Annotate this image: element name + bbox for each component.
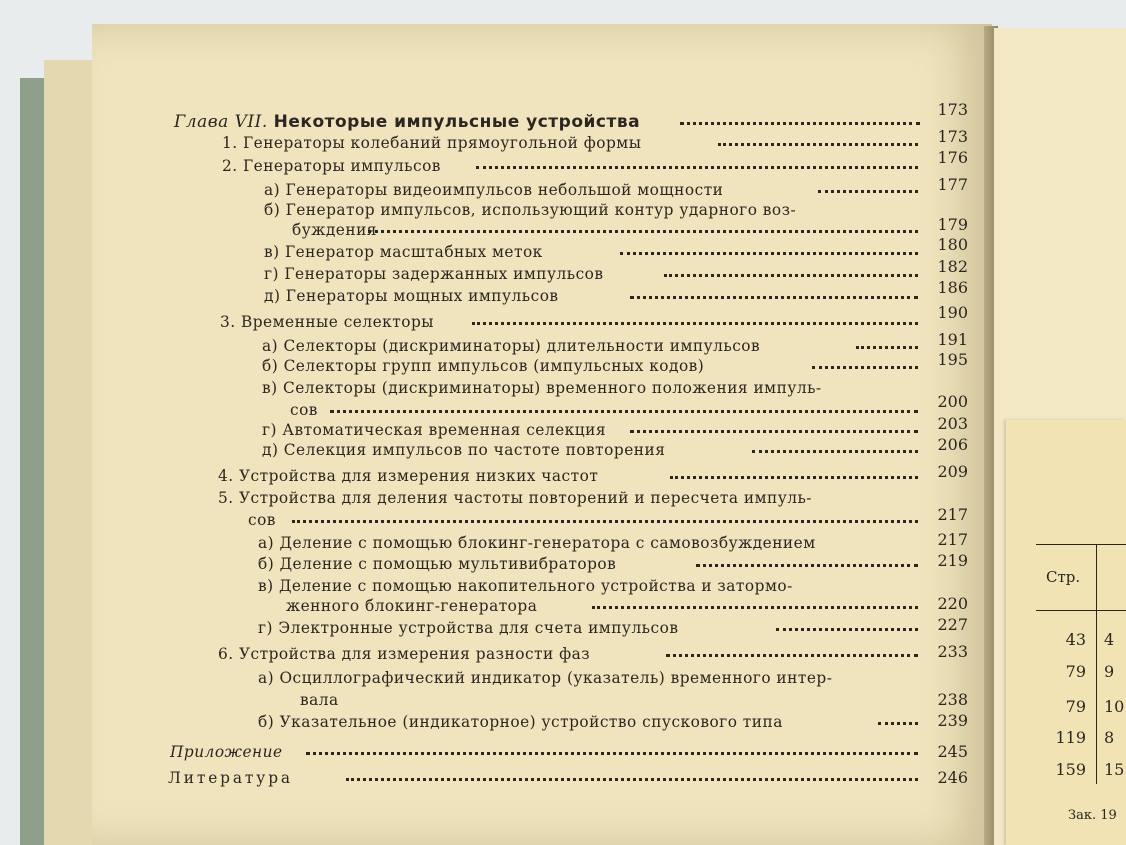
dot-leader	[330, 408, 918, 413]
chapter-heading	[174, 112, 640, 132]
chapter-title: Некоторые импульсные устройства	[273, 112, 641, 132]
toc-entry: женного блокинг-генератора	[286, 596, 538, 615]
page-number: 206	[937, 435, 968, 454]
toc-entry: 6. Устройства для измерения разности фаз	[218, 644, 591, 663]
toc-entry: д) Селекция импульсов по частоте повторения	[262, 440, 666, 459]
dot-leader	[472, 320, 918, 325]
page-number: 227	[937, 615, 968, 634]
dot-leader	[630, 428, 918, 433]
toc-entry-appendix: Приложение	[170, 742, 283, 761]
toc-entry: г) Электронные устройства для счета импульсов	[258, 618, 679, 637]
toc-entry: а) Деление с помощью блокинг-генератора с самовозбуждением	[258, 533, 816, 552]
insert-page-number: 43	[1065, 630, 1086, 649]
dot-leader	[776, 626, 918, 631]
toc-entry: б) Генератор импульсов, использующий контур ударного воз-	[264, 200, 797, 219]
page-number: 191	[937, 330, 968, 349]
toc-entry: 1. Генераторы колебаний прямоугольной формы	[222, 133, 642, 152]
page-number: 233	[937, 642, 968, 661]
page-number: 217	[937, 505, 968, 524]
toc-entry: в) Селекторы (дискриминаторы) временного положения импуль-	[262, 378, 822, 397]
page-number: 238	[937, 690, 968, 709]
page-number: 177	[937, 175, 968, 194]
toc-entry: сов	[248, 510, 276, 529]
insert-header: Стр.	[1046, 568, 1081, 586]
toc-entry: г) Автоматическая временная селекция	[262, 420, 607, 439]
dot-leader	[752, 448, 918, 453]
dot-leader	[812, 364, 918, 369]
dot-leader	[666, 652, 918, 657]
dot-leader	[368, 228, 918, 233]
page-number: 246	[937, 768, 968, 787]
page-number: 176	[937, 148, 968, 167]
page-number: 217	[937, 530, 968, 549]
page-number: 173	[937, 100, 968, 119]
dot-leader	[630, 294, 918, 299]
insert-page-number: 79	[1065, 697, 1086, 716]
toc-entry: буждения	[292, 220, 377, 239]
page-number: 239	[937, 711, 968, 730]
insert-value: 8	[1104, 728, 1115, 747]
page-number: 190	[937, 303, 968, 322]
toc-entry: в) Деление с помощью накопительного устройства и затормо-	[258, 576, 793, 595]
insert-page-number: 119	[1055, 728, 1086, 747]
page-number: 203	[937, 414, 968, 433]
page-number: 220	[937, 594, 968, 613]
toc-entry: 4. Устройства для измерения низких частот	[218, 466, 599, 485]
insert-footer: Зак. 19	[1068, 808, 1117, 823]
dot-leader	[476, 164, 918, 169]
toc-entry: сов	[290, 400, 318, 419]
insert-value: 9	[1104, 662, 1115, 681]
page-number: 195	[937, 350, 968, 369]
dot-leader	[346, 776, 918, 781]
page-number: 179	[937, 215, 968, 234]
toc-entry: г) Генераторы задержанных импульсов	[264, 264, 604, 283]
dot-leader	[718, 141, 918, 146]
insert-value: 4	[1104, 630, 1115, 649]
toc-entry: 3. Временные селекторы	[220, 312, 434, 331]
page-number: 186	[937, 278, 968, 297]
toc-entry: д) Генераторы мощных импульсов	[264, 286, 559, 305]
dot-leader	[696, 562, 918, 567]
toc-entry: б) Деление с помощью мультивибраторов	[258, 554, 617, 573]
dot-leader	[856, 344, 918, 349]
dot-leader	[292, 518, 918, 523]
dot-leader	[680, 120, 920, 125]
page-number: 219	[937, 551, 968, 570]
chapter-label: Глава VII.	[174, 112, 268, 132]
page-number: 209	[937, 462, 968, 481]
dot-leader	[878, 720, 918, 725]
toc-entry: вала	[300, 690, 339, 709]
insert-value: 10	[1104, 697, 1125, 716]
toc-entry: 2. Генераторы импульсов	[222, 156, 441, 175]
toc-entry: а) Осциллографический индикатор (указатель) временного интер-	[258, 668, 833, 687]
dot-leader	[592, 604, 918, 609]
dot-leader	[664, 272, 918, 277]
page-number: 182	[937, 257, 968, 276]
dot-leader	[620, 250, 918, 255]
dot-leader	[670, 474, 918, 479]
dot-leader	[306, 750, 918, 755]
insert-page-number: 159	[1055, 760, 1086, 779]
toc-entry-literature: Литература	[168, 768, 293, 787]
toc-entry: а) Селекторы (дискриминаторы) длительности импульсов	[262, 336, 761, 355]
dot-leader	[818, 188, 918, 193]
toc-entry: б) Селекторы групп импульсов (импульсных кодов)	[262, 356, 705, 375]
insert-page-number: 79	[1065, 662, 1086, 681]
insert-value: 15	[1104, 760, 1125, 779]
page-number: 180	[937, 235, 968, 254]
toc-entry: а) Генераторы видеоимпульсов небольшой мощности	[264, 180, 724, 199]
page-number: 200	[937, 392, 968, 411]
page-number: 245	[937, 742, 968, 761]
toc-entry: 5. Устройства для деления частоты повторений и пересчета импуль-	[218, 488, 812, 507]
toc-entry: б) Указательное (индикаторное) устройство спускового типа	[258, 712, 783, 731]
toc-entry: в) Генератор масштабных меток	[264, 242, 543, 261]
page-number: 173	[937, 127, 968, 146]
